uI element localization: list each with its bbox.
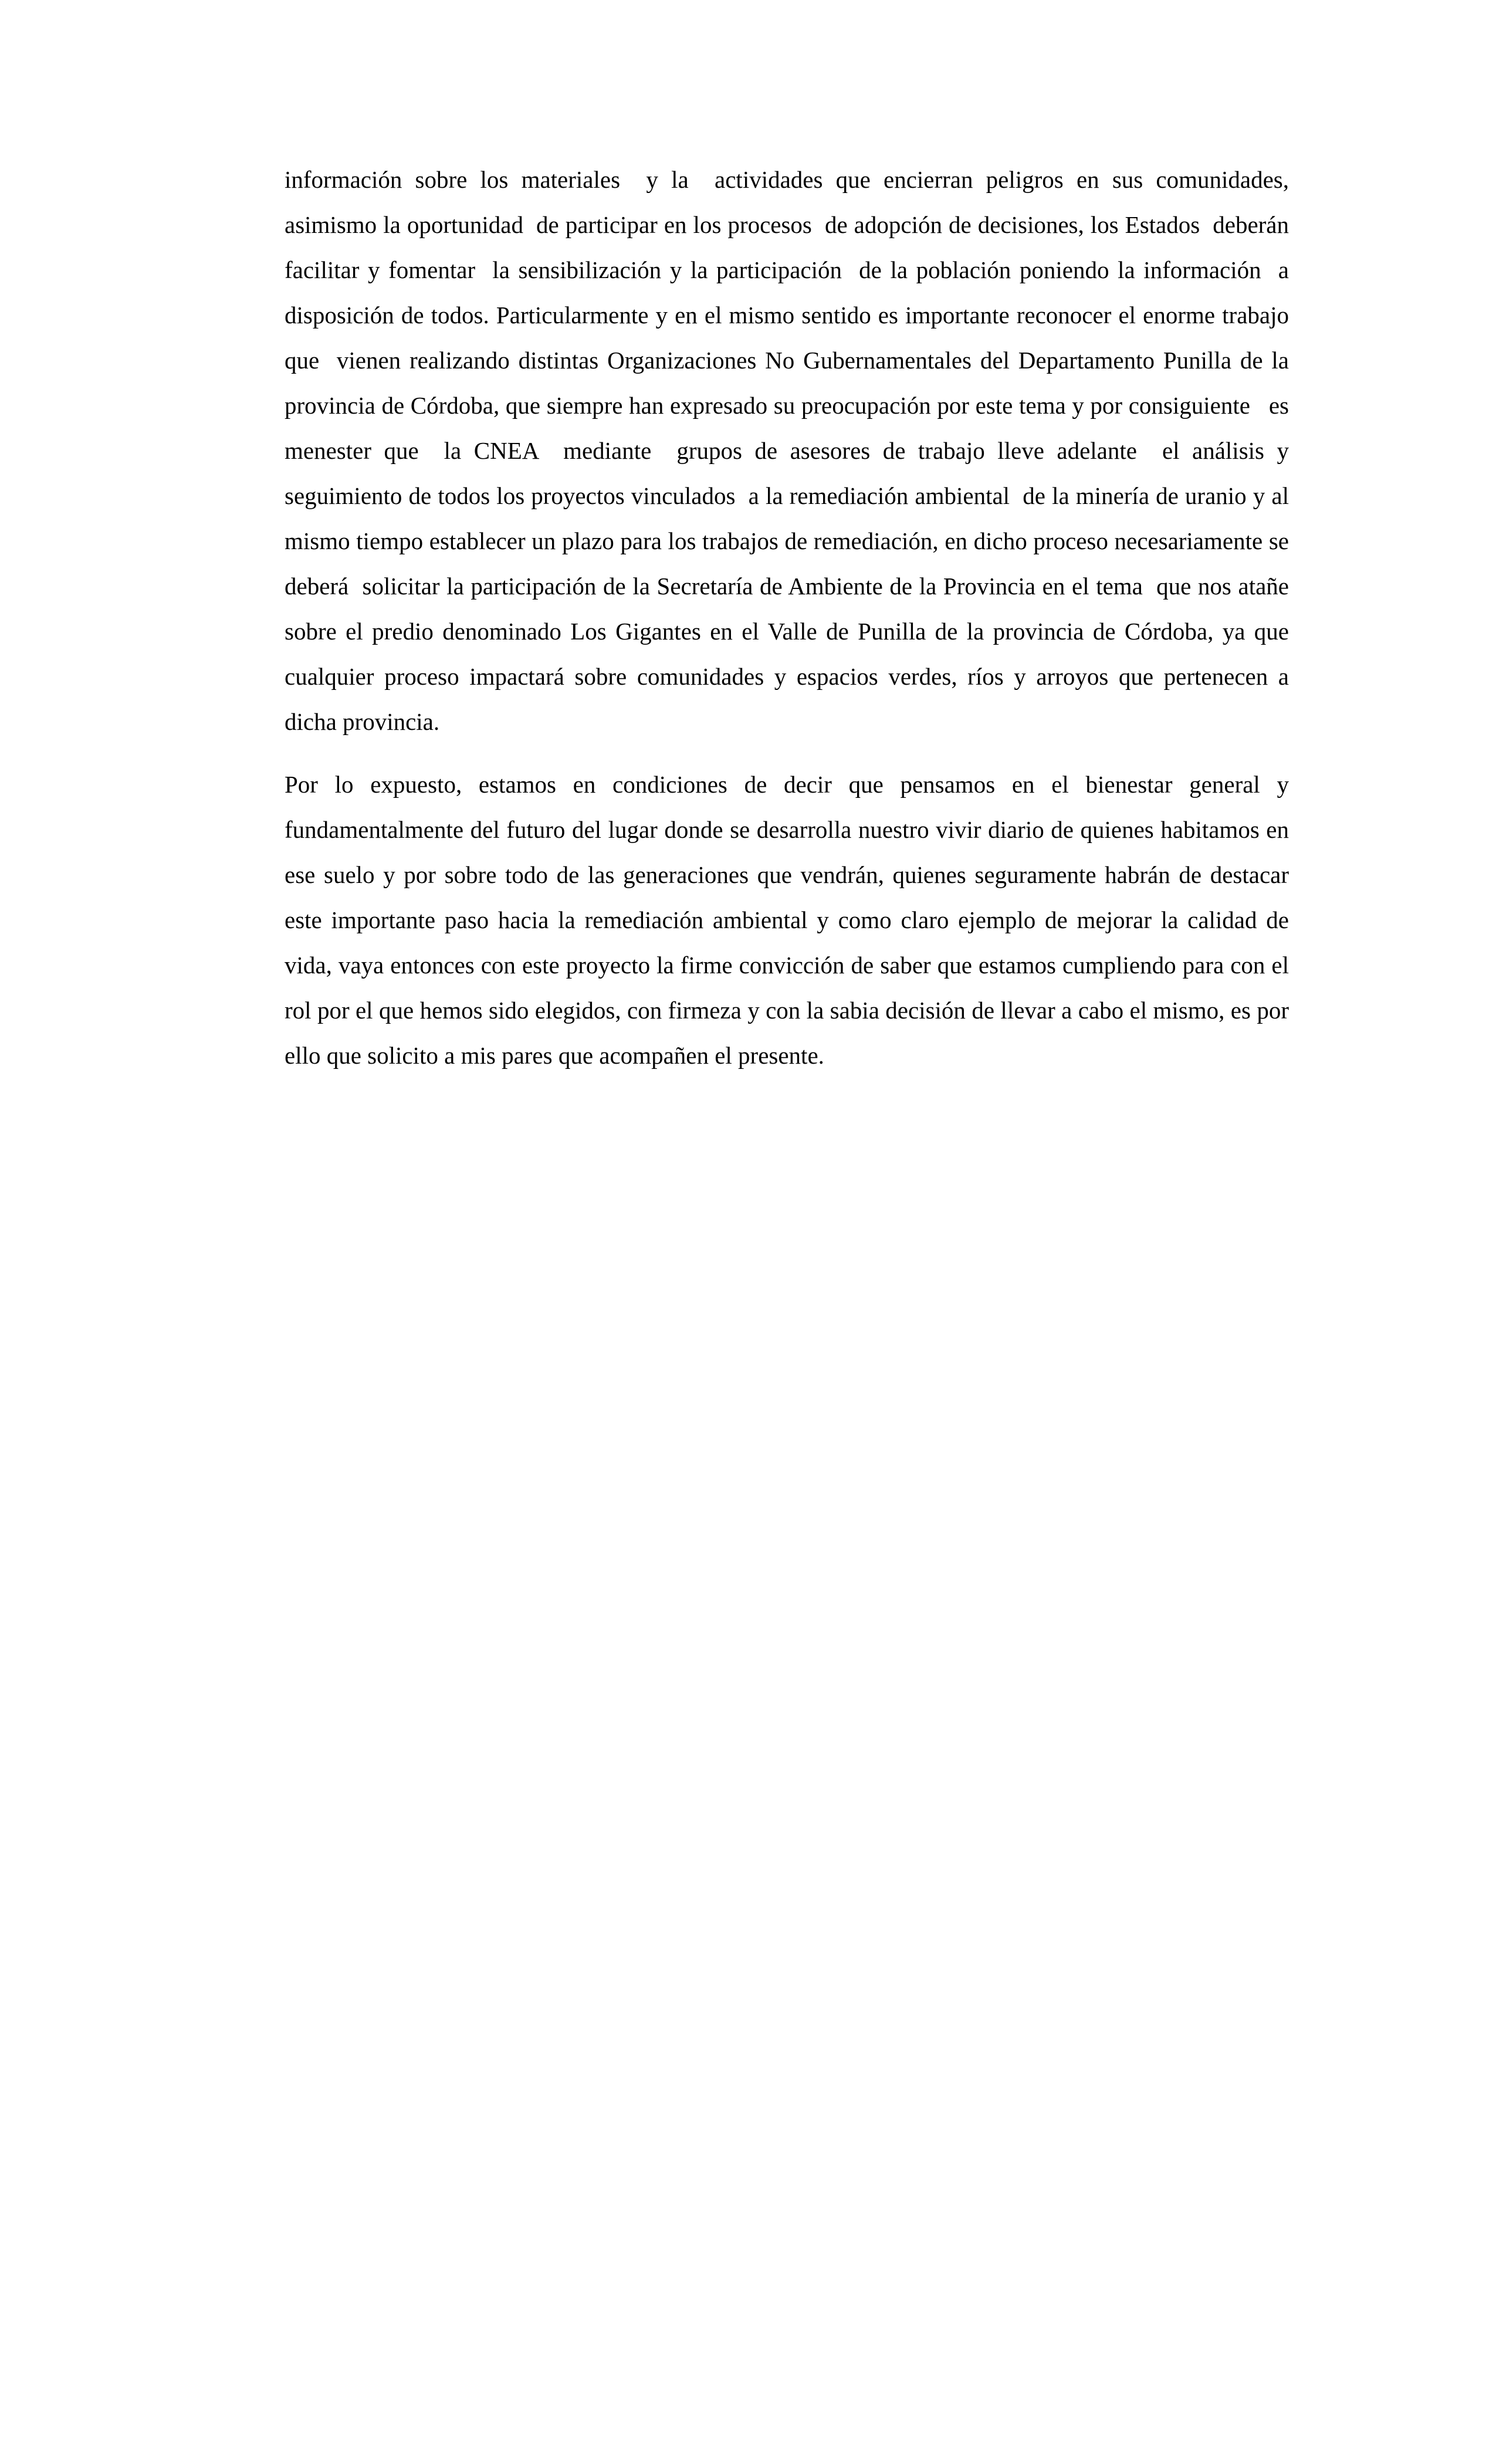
body-paragraph: Por lo expuesto, estamos en condiciones de decir que pensamos en el bienestar general y fundamentalmente del futuro del lugar donde se desarrolla nuestro vivir diario de quienes habitamos en ese suelo y por sobre todo de las generaciones que vendrán, quienes seguramente habrán de destacar este importante paso hacia la remediación ambiental y como claro ejemplo de mejorar la calidad de vida, vaya entonces con este proyecto la firme convicción de saber que estamos cumpliendo para con el rol por el que hemos sido elegidos, con firmeza y con la sabia decisión de llevar a cabo el mismo, es por ello que solicito a mis pares que acompañen el presente. xyxy=(285,771,1295,1069)
body-paragraph: información sobre los materiales y la actividades que encierran peligros en sus comunidades, asimismo la oportunidad de participar en los procesos de adopción de decisiones, los Estados deberán facilitar y fomentar la sensibilización y la participación de la población poniendo la información a disposición de todos. Particularmente y en el mismo sentido es importante reconocer el enorme trabajo que vienen realizando distintas Organizaciones No Gubernamentales del Departamento Punilla de la provincia de Córdoba, que siempre han expresado su preocupación por este tema y por consiguiente es menester que la CNEA mediante grupos de asesores de trabajo lleve adelante el análisis y seguimiento de todos los proyectos vinculados a la remediación ambiental de la minería de uranio y al mismo tiempo establecer un plazo para los trabajos de remediación, en dicho proceso necesariamente se deberá solicitar la participación de la Secretaría de Ambiente de la Provincia en el tema que nos atañe sobre el predio denominado Los Gigantes en el Valle de Punilla de la provincia de Córdoba, ya que cualquier proceso impactará sobre comunidades y espacios verdes, ríos y arroyos que pertenecen a dicha provincia. xyxy=(285,166,1295,735)
document-body xyxy=(285,157,1295,1078)
